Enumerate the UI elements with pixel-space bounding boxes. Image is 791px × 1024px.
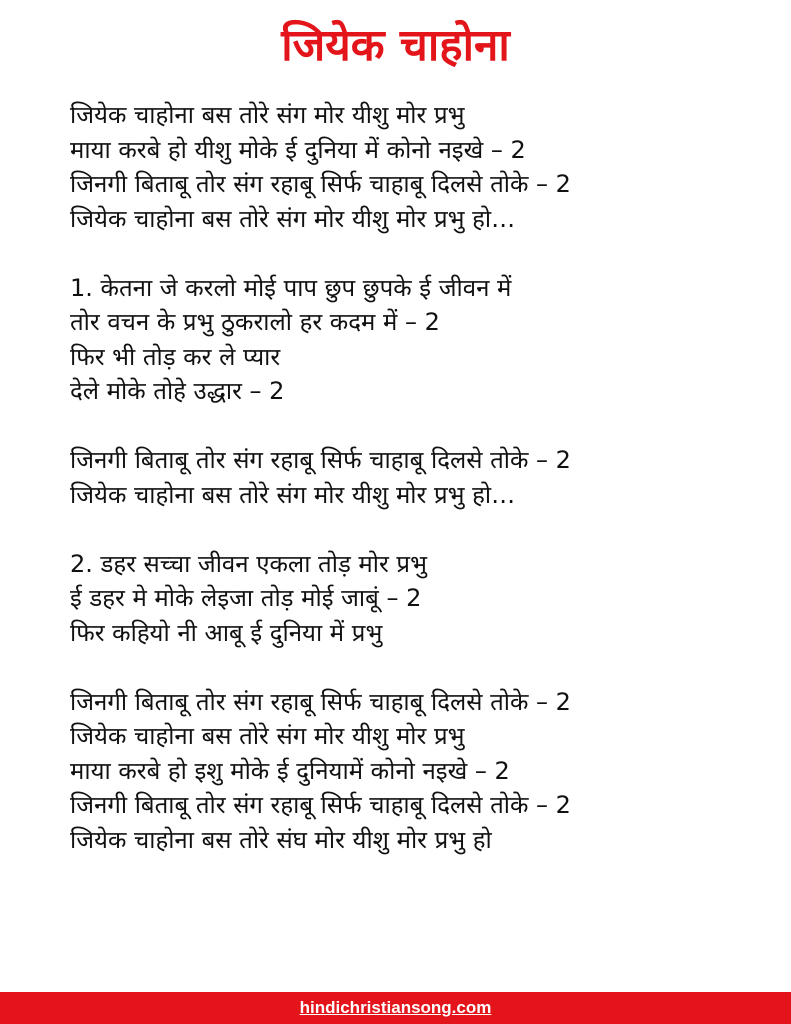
lyric-line: जिनगी बिताबू तोर संग रहाबू सिर्फ चाहाबू दिलसे तोके – 2 xyxy=(70,170,571,198)
lyric-line: 1. केतना जे करलो मोई पाप छुप छुपके ई जीवन में xyxy=(70,273,512,302)
stanza-spacer xyxy=(70,650,760,685)
lyric-line: जिनगी बिताबू तोर संग रहाबू सिर्फ चाहाबू दिलसे तोके – 2 xyxy=(70,791,571,819)
lyric-line: माया करबे हो यीशु मोके ई दुनिया में कोनो नइखे – 2 xyxy=(70,135,526,164)
lyric-line: जियेक चाहोना बस तोरे संघ मोर यीशु मोर प्रभु हो xyxy=(70,825,492,854)
stanza-chorus xyxy=(70,98,760,236)
song-title: जियेक चाहोना xyxy=(281,20,510,71)
lyric-line: जिनगी बिताबू तोर संग रहाबू सिर्फ चाहाबू दिलसे तोके – 2 xyxy=(70,687,571,716)
stanza-verse-2 xyxy=(70,547,760,651)
lyric-line: तोर वचन के प्रभु ठुकरालो हर कदम में – 2 xyxy=(70,308,440,336)
lyric-line: जियेक चाहोना बस तोरे संग मोर यीशु मोर प्रभु xyxy=(70,722,465,750)
lyric-line: जियेक चाहोना बस तोरे संग मोर यीशु मोर प्रभु हो… xyxy=(70,480,516,509)
lyrics-body xyxy=(70,98,760,857)
stanza-verse-1 xyxy=(70,271,760,409)
footer-bar xyxy=(0,992,791,1024)
lyric-line: माया करबे हो इशु मोके ई दुनियामें कोनो नइखे – 2 xyxy=(70,756,510,785)
stanza-spacer xyxy=(70,236,760,271)
stanza-refrain-1 xyxy=(70,443,760,512)
lyric-line: ई डहर मे मोके लेइजा तोड़ मोई जाबूं – 2 xyxy=(70,584,422,612)
lyric-line: फिर भी तोड़ कर ले प्यार xyxy=(70,342,281,371)
lyric-line: 2. डहर सच्चा जीवन एकला तोड़ मोर प्रभु xyxy=(70,549,427,578)
website-link[interactable]: hindichristiansong.com xyxy=(299,998,492,1017)
stanza-spacer xyxy=(70,512,760,547)
lyric-line: जियेक चाहोना बस तोरे संग मोर यीशु मोर प्रभु xyxy=(70,101,465,129)
stanza-final xyxy=(70,685,760,858)
lyric-line: जिनगी बिताबू तोर संग रहाबू सिर्फ चाहाबू दिलसे तोके – 2 xyxy=(70,446,571,474)
lyric-line: देले मोके तोहे उद्धार – 2 xyxy=(70,377,285,405)
stanza-spacer xyxy=(70,409,760,444)
lyric-line: जियेक चाहोना बस तोरे संग मोर यीशु मोर प्रभु हो… xyxy=(70,204,516,233)
lyric-line: फिर कहियो नी आबू ई दुनिया में प्रभु xyxy=(70,618,383,647)
